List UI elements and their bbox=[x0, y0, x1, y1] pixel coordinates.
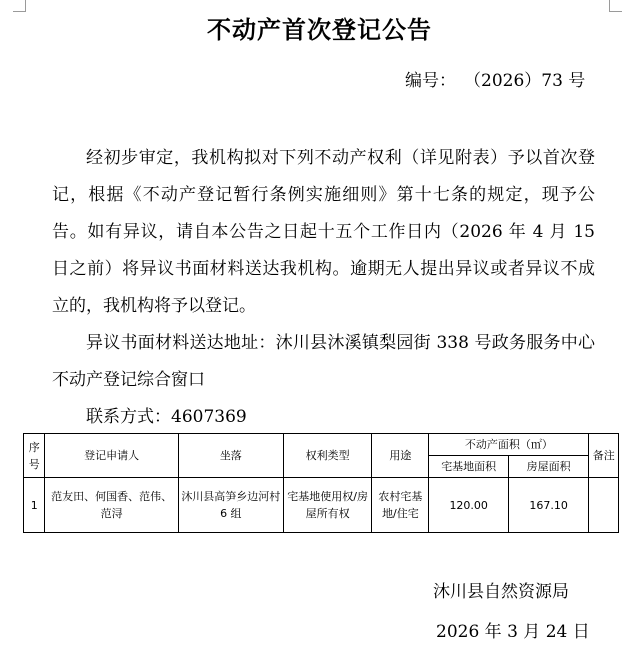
table-header-row bbox=[24, 434, 619, 456]
cell-remarks bbox=[589, 478, 619, 533]
cell-applicant: 范友田、何国香、范伟、范浔 bbox=[45, 478, 178, 533]
document-number-value: （2026）73 号 bbox=[464, 71, 586, 91]
header-usage: 用途 bbox=[372, 434, 429, 478]
cell-house-area: 167.10 bbox=[508, 478, 588, 533]
notice-body bbox=[52, 140, 595, 436]
header-house-area: 房屋面积 bbox=[508, 456, 588, 478]
document-number bbox=[405, 66, 585, 91]
header-land-area: 宅基地面积 bbox=[429, 456, 508, 478]
header-area-group: 不动产面积（㎡） bbox=[429, 434, 589, 456]
cell-seq: 1 bbox=[24, 478, 45, 533]
contact-line bbox=[52, 399, 595, 436]
notice-paragraph-address: 异议书面材料送达地址：沐川县沐溪镇梨园街 338 号政务服务中心不动产登记综合窗口 bbox=[52, 333, 595, 390]
header-remarks: 备注 bbox=[589, 434, 619, 478]
document-number-label: 编号： bbox=[405, 71, 456, 91]
issuing-agency: 沐川县自然资源局 bbox=[433, 582, 569, 602]
header-location: 坐落 bbox=[178, 434, 283, 478]
header-applicant: 登记申请人 bbox=[45, 434, 178, 478]
contact-label: 联系方式： bbox=[86, 407, 171, 427]
cell-land-area: 120.00 bbox=[429, 478, 508, 533]
issue-date: 2026 年 3 月 24 日 bbox=[436, 622, 590, 642]
table-row bbox=[24, 478, 619, 533]
contact-value: 4607369 bbox=[171, 407, 247, 427]
cell-location: 沐川县高笋乡边河村 6 组 bbox=[178, 478, 283, 533]
header-right-type: 权利类型 bbox=[283, 434, 372, 478]
notice-paragraph-main: 经初步审定，我机构拟对下列不动产权利（详见附表）予以首次登记，根据《不动产登记暂行条例实施细则》第十七条的规定，现予公告。如有异议，请自本公告之日起十五个工作日内（2026 年 4 月 15 日之前）将异议书面材料送达我机构。逾期无人提出异议或者异议不成立的，我机构将予以登记。 bbox=[52, 148, 595, 316]
page-title: 不动产首次登记公告 bbox=[207, 16, 432, 44]
cell-right-type: 宅基地使用权/房屋所有权 bbox=[283, 478, 372, 533]
registration-table bbox=[23, 433, 619, 533]
cell-usage: 农村宅基地/住宅 bbox=[372, 478, 429, 533]
header-seq: 序号 bbox=[24, 434, 45, 478]
